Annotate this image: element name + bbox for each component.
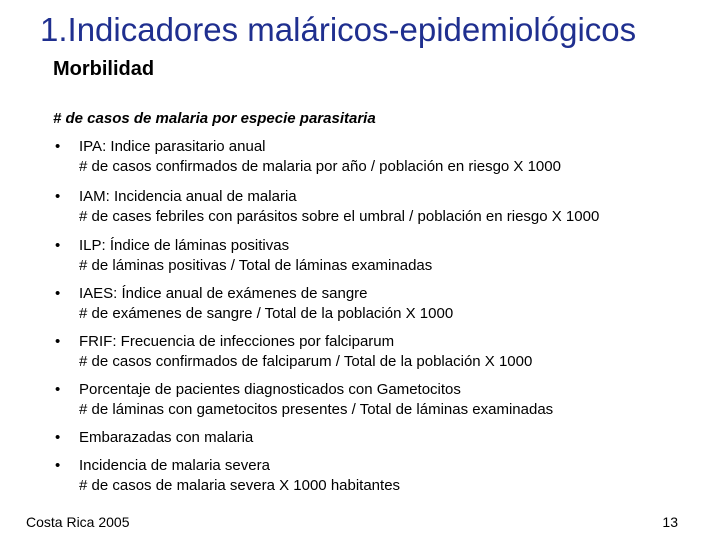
bullet-text bbox=[79, 428, 253, 448]
bullet-title: Incidencia de malaria severa bbox=[79, 457, 270, 474]
bullet-marker: • bbox=[55, 138, 61, 155]
page-number: 13 bbox=[662, 514, 678, 530]
bullet-formula: # de láminas con gametocitos presentes / Total de láminas examinadas bbox=[79, 401, 554, 418]
bullet-title: IAES: Índice anual de exámenes de sangre bbox=[79, 285, 368, 302]
bullet-formula: # de casos confirmados de malaria por año / población en riesgo X 1000 bbox=[79, 158, 561, 175]
subtitle: Morbilidad bbox=[53, 58, 155, 80]
bullet-formula: # de casos de malaria severa X 1000 habitantes bbox=[79, 477, 401, 494]
bullet-text bbox=[79, 284, 453, 324]
bullet-marker: • bbox=[55, 285, 61, 302]
bullet-title: Porcentaje de pacientes diagnosticados con Gametocitos bbox=[79, 381, 461, 398]
bullet-title: IAM: Incidencia anual de malaria bbox=[79, 188, 297, 205]
bullet-marker: • bbox=[55, 381, 61, 398]
bullet-title: IPA: Indice parasitario anual bbox=[79, 138, 266, 155]
bullet-text bbox=[79, 137, 561, 177]
bullet-text bbox=[79, 332, 532, 372]
bullet-marker: • bbox=[55, 333, 61, 350]
section-heading: # de casos de malaria por especie parasitaria bbox=[53, 110, 376, 127]
bullet-formula: # de láminas positivas / Total de láminas examinadas bbox=[79, 257, 433, 274]
bullet-title: FRIF: Frecuencia de infecciones por falciparum bbox=[79, 333, 395, 350]
bullet-formula: # de cases febriles con parásitos sobre el umbral / población en riesgo X 1000 bbox=[79, 208, 600, 225]
bullet-text bbox=[79, 236, 432, 276]
bullet-formula: # de casos confirmados de falciparum / Total de la población X 1000 bbox=[79, 353, 533, 370]
bullet-formula: # de exámenes de sangre / Total de la población X 1000 bbox=[79, 305, 454, 322]
bullet-text bbox=[79, 380, 553, 420]
bullet-marker: • bbox=[55, 429, 61, 446]
bullet-title: ILP: Índice de láminas positivas bbox=[79, 237, 290, 254]
bullet-marker: • bbox=[55, 457, 61, 474]
slide-title: 1.Indicadores maláricos-epidemiológicos bbox=[40, 11, 637, 48]
bullet-title: Embarazadas con malaria bbox=[79, 429, 254, 446]
bullet-marker: • bbox=[55, 188, 61, 205]
bullet-marker: • bbox=[55, 237, 61, 254]
footer-text: Costa Rica 2005 bbox=[26, 514, 130, 530]
bullet-text bbox=[79, 187, 599, 227]
bullet-text bbox=[79, 456, 400, 496]
